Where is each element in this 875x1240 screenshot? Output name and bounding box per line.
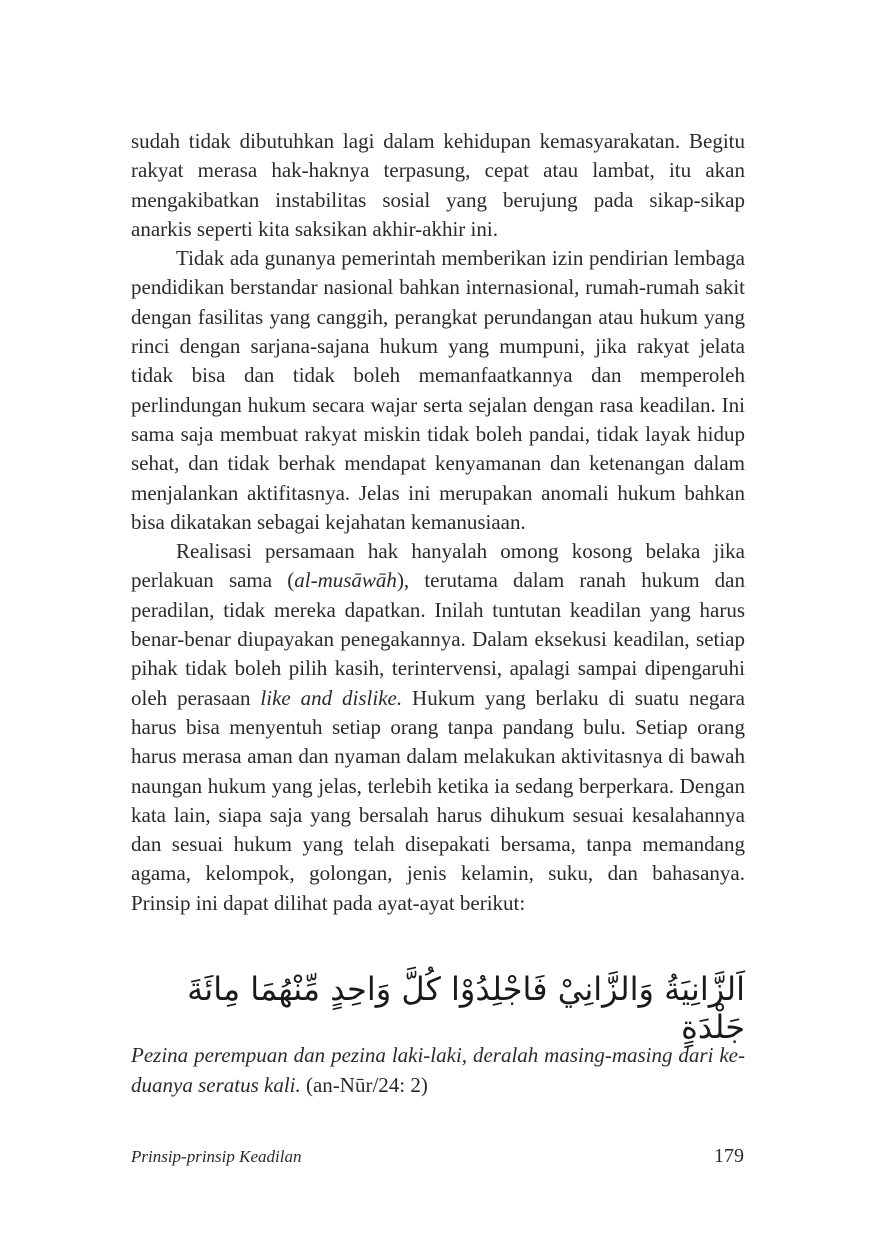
- paragraph-3-text-a: Realisasi persamaan hak hanyalah omong kosong belaka jika perlakuan sama (: [131, 539, 745, 593]
- paragraph-3-text-b: ), terutama dalam ranah hukum dan peradilan, tidak mereka dapatkan. Inilah tuntutan keadilan yang harus benar-benar diupayakan penegakannya. Dalam eksekusi keadilan, setiap pihak tidak boleh pilih kasih, terintervensi, apalagi sampai dipengaruhi oleh perasaan: [131, 568, 745, 710]
- verse-reference: (an-Nūr/24: 2): [300, 1073, 428, 1097]
- paragraph-1: [131, 127, 745, 244]
- verse-translation: [131, 1040, 745, 1100]
- body-text: [131, 127, 745, 918]
- arabic-verse-text: اَلزَّانِيَةُ وَالزَّانِيْ فَاجْلِدُوْا كُلَّ وَاحِدٍ مِّنْهُمَا مِائَةَ جَلْدَةٍ: [187, 970, 745, 1046]
- paragraph-3: [131, 537, 745, 918]
- quran-verse: [131, 970, 745, 1046]
- term-al-musawah: al-musāwāh: [294, 568, 397, 593]
- term-like-and-dislike: like and dislike.: [260, 685, 403, 710]
- translation-text: Pezina perempuan dan pezina laki-laki, deralah masing-masing dari keduanya seratus kali.: [131, 1043, 745, 1097]
- paragraph-1-text: sudah tidak dibutuhkan lagi dalam kehidupan kemasyarakatan. Begitu rakyat merasa hak-haknya terpasung, cepat atau lambat, itu akan mengakibatkan instabilitas sosial yang berujung pada sikap-sikap anarkis seperti kita saksikan akhir-akhir ini.: [131, 129, 745, 241]
- paragraph-3-text-c: Hukum yang berlaku di suatu negara harus bisa menyentuh setiap orang tanpa pandang bulu. Setiap orang harus merasa aman dan nyaman dalam melakukan aktivitasnya di bawah naungan hukum yang jelas, terlebih ketika ia sedang berperkara. Dengan kata lain, siapa saja yang bersalah harus dihukum sesuai kesalahannya dan sesuai hukum yang telah disepakati bersama, tanpa memandang agama, kelompok, golongan, jenis kelamin, suku, dan bahasanya. Prinsip ini dapat dilihat pada ayat-ayat berikut:: [131, 685, 745, 915]
- paragraph-2-text: Tidak ada gunanya pemerintah memberikan izin pendirian lembaga pendidikan berstandar nasional bahkan internasional, rumah-rumah sakit dengan fasilitas yang canggih, perangkat perundangan atau hukum yang rinci dengan sarjana-sajana hukum yang mumpuni, jika rakyat jelata tidak bisa dan tidak boleh memanfaatkannya dan memperoleh perlindungan hukum secara wajar serta sejalan dengan rasa keadilan. Ini sama saja membuat rakyat miskin tidak boleh pandai, tidak layak hidup sehat, dan tidak berhak mendapat kenyamanan dan ketenangan dalam menjalankan aktifitasnya. Jelas ini merupakan anomali hukum bahkan bisa dikatakan sebagai kejahatan kemanusiaan.: [131, 246, 745, 534]
- page-number: 179: [714, 1145, 744, 1167]
- running-footer-title: Prinsip-prinsip Keadilan: [131, 1147, 302, 1166]
- paragraph-2: [131, 244, 745, 537]
